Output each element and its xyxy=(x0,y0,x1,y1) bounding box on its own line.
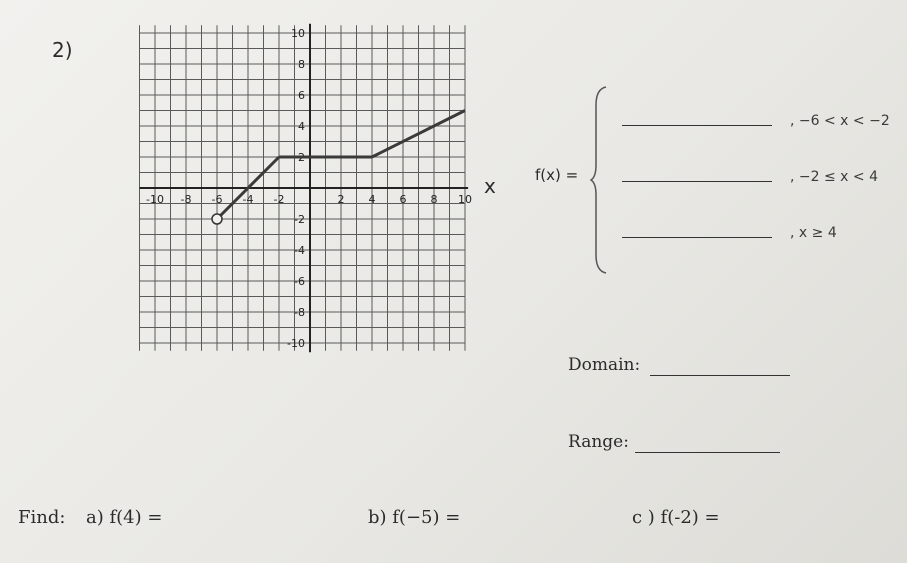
x-tick-label: -10 xyxy=(146,193,164,206)
left-brace xyxy=(590,85,610,275)
x-axis-label: x xyxy=(484,174,496,198)
range-label: Range: xyxy=(568,432,629,452)
answer-blank-3[interactable] xyxy=(622,237,772,238)
y-tick-label: -6 xyxy=(294,275,305,288)
coordinate-graph xyxy=(120,18,500,358)
x-tick-label: -2 xyxy=(273,193,285,206)
domain-label: Domain: xyxy=(568,355,641,375)
y-tick-label: 4 xyxy=(298,120,305,133)
find-label: Find: xyxy=(18,507,66,528)
answer-blank-2[interactable] xyxy=(622,181,772,182)
x-tick-label: -4 xyxy=(242,193,254,206)
find-b: b) f(−5) = xyxy=(368,507,461,528)
y-tick-label: 2 xyxy=(298,151,305,164)
y-tick-label: 8 xyxy=(298,58,305,71)
y-tick-label: -2 xyxy=(294,213,305,226)
x-tick-label: 4 xyxy=(368,193,376,206)
x-tick-label: 2 xyxy=(337,193,345,206)
domain-blank[interactable] xyxy=(650,375,790,376)
y-tick-label: -10 xyxy=(287,337,305,350)
x-tick-label: -8 xyxy=(180,193,192,206)
y-tick-label: -8 xyxy=(294,306,305,319)
answer-blank-1[interactable] xyxy=(622,125,772,126)
find-c: c ) f(-2) = xyxy=(632,507,720,528)
x-tick-label: -6 xyxy=(211,193,223,206)
x-tick-label: 8 xyxy=(430,193,438,206)
condition-1: , −6 < x < −2 xyxy=(790,113,890,129)
x-tick-label: 6 xyxy=(399,193,407,206)
x-tick-label: 10 xyxy=(458,193,472,206)
y-tick-label: 10 xyxy=(291,27,305,40)
graph-segments xyxy=(212,111,465,225)
open-circle xyxy=(212,214,222,224)
y-tick-label: 6 xyxy=(298,89,305,102)
find-a: a) f(4) = xyxy=(86,507,163,528)
problem-number: 2) xyxy=(52,38,73,62)
y-tick-label: -4 xyxy=(294,244,305,257)
fx-label: f(x) = xyxy=(535,166,579,184)
range-blank[interactable] xyxy=(635,452,780,453)
condition-2: , −2 ≤ x < 4 xyxy=(790,169,878,185)
condition-3: , x ≥ 4 xyxy=(790,225,837,241)
